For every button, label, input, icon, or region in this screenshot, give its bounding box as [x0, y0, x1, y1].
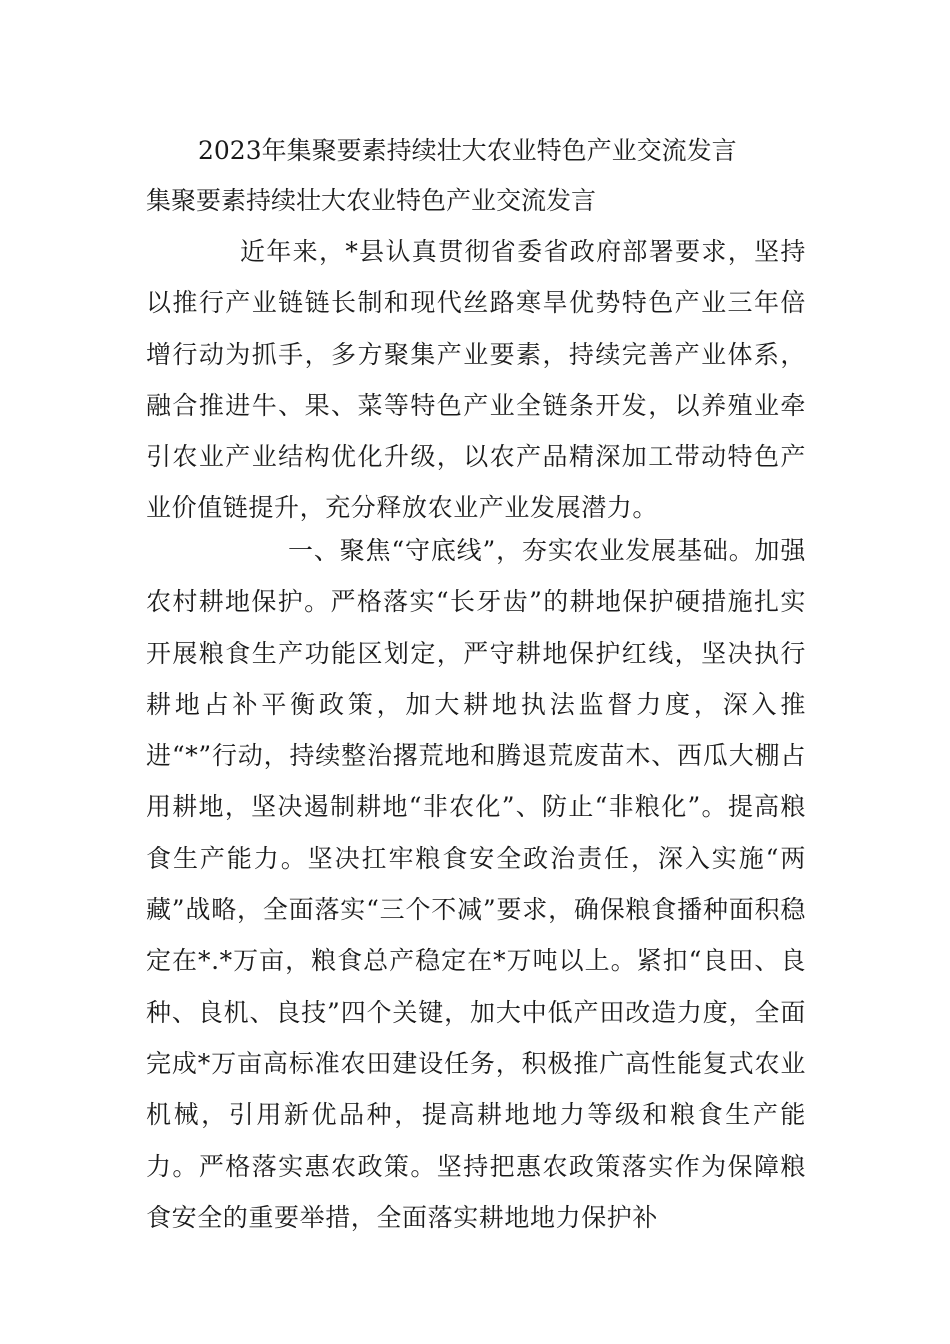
body-paragraph-section-one: 一、聚焦“守底线”，夯实农业发展基础。加强农村耕地保护。严格落实“长牙齿”的耕地保护硬措施扎实开展粮食生产功能区划定，严守耕地保护红线，坚决执行耕地占补平衡政策，加大耕地执法监督力度，深入推进“*”行动，持续整治撂荒地和腾退荒废苗木、西瓜大棚占用耕地，坚决遏制耕地“非农化”、防止“非粮化”。提高粮食生产能力。坚决扛牢粮食安全政治责任，深入实施“两藏”战略，全面落实“三个不减”要求，确保粮食播种面积稳定在*.*万亩，粮食总产稳定在*万吨以上。紧扣“良田、良种、良机、良技”四个关键，加大中低产田改造力度，全面完成*万亩高标准农田建设任务，积极推广高性能复式农业机械，引用新优品种，提高耕地地力等级和粮食生产能力。严格落实惠农政策。坚持把惠农政策落实作为保障粮食安全的重要举措，全面落实耕地地力保护补 — [146, 536, 806, 1232]
document-title: 2023年集聚要素持续壮大农业特色产业交流发言 — [198, 136, 737, 165]
body-paragraph-intro: 近年来，*县认真贯彻省委省政府部署要求，坚持以推行产业链链长制和现代丝路寒旱优势特色产业三年倍增行动为抓手，多方聚集产业要素，持续完善产业体系，融合推进牛、果、菜等特色产业全链条开发，以养殖业牵引农业产业结构优化升级，以农产品精深加工带动特色产业价值链提升，充分释放农业产业发展潜力。 — [146, 237, 806, 523]
document-subtitle: 集聚要素持续壮大农业特色产业交流发言 — [146, 186, 597, 215]
